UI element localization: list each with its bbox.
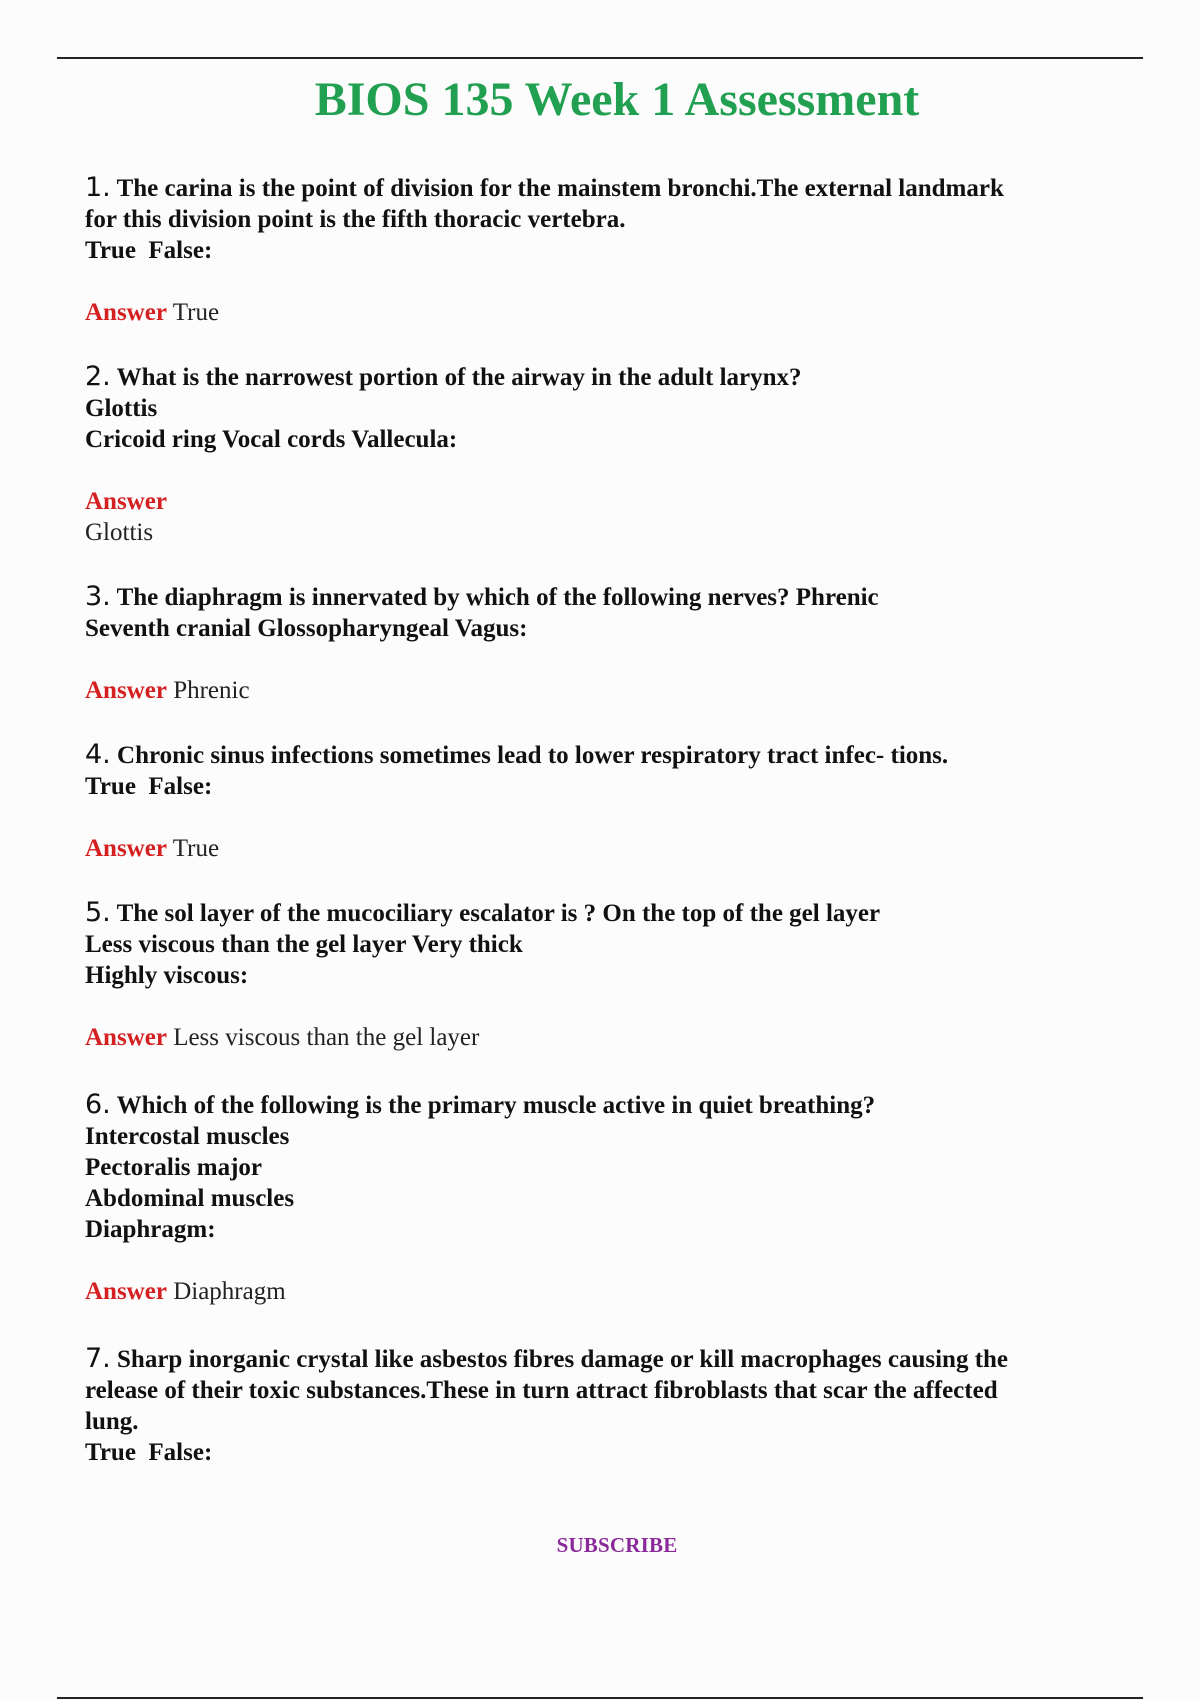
page-title: BIOS 135 Week 1 Assessment: [314, 73, 920, 126]
question-line: release of their toxic substances.These in turn attract fibroblasts that scar the affected: [85, 1377, 998, 1404]
question-options: Diaphragm:: [85, 1216, 216, 1243]
question-options: Pectoralis major: [85, 1154, 263, 1181]
question-options: True False:: [85, 773, 213, 800]
question-line: lung.: [85, 1408, 139, 1435]
question-number: 3.: [85, 581, 111, 612]
question-1: [85, 172, 1135, 328]
question-line: Which of the following is the primary muscle active in quiet breathing?: [116, 1092, 876, 1119]
question-number: 5.: [85, 897, 111, 928]
answer-label: Answer: [85, 835, 167, 862]
question-text: [85, 581, 1135, 644]
question-line: What is the narrowest portion of the airway in the adult larynx?: [116, 364, 802, 391]
question-line: for this division point is the fifth thoracic vertebra.: [85, 206, 626, 233]
question-options: Less viscous than the gel layer Very thick: [85, 931, 523, 958]
question-text: [85, 1343, 1135, 1468]
question-number: 7.: [85, 1343, 111, 1374]
question-7: [85, 1343, 1135, 1468]
question-2: [85, 361, 1135, 548]
answer: [85, 297, 1135, 328]
question-line: The sol layer of the mucociliary escalator is ? On the top of the gel layer: [116, 900, 881, 927]
answer-text: Phrenic: [173, 677, 250, 704]
question-options: Abdominal muscles: [85, 1185, 295, 1212]
question-number: 4.: [85, 739, 111, 770]
question-options: True False:: [85, 1439, 213, 1466]
question-text: [85, 361, 1135, 455]
question-number: 6.: [85, 1089, 111, 1120]
answer: [85, 675, 1135, 706]
answer: [85, 1022, 1135, 1053]
question-5: [85, 897, 1135, 1053]
question-options: Cricoid ring Vocal cords Vallecula:: [85, 426, 458, 453]
answer-text: True: [172, 835, 220, 862]
answer: [85, 1276, 1135, 1307]
question-line: Chronic sinus infections sometimes lead to lower respiratory tract infec- tions.: [117, 742, 949, 769]
question-line: The carina is the point of division for the mainstem bronchi.The external landmark: [116, 175, 1004, 202]
question-options: Seventh cranial Glossopharyngeal Vagus:: [85, 615, 528, 642]
question-line: The diaphragm is innervated by which of the following nerves? Phrenic: [116, 584, 879, 611]
answer: [85, 486, 1135, 548]
top-rule: [57, 57, 1143, 59]
question-4: [85, 739, 1135, 864]
answer-text: Diaphragm: [173, 1278, 286, 1305]
question-options: Highly viscous:: [85, 962, 249, 989]
question-6: [85, 1089, 1135, 1307]
question-text: [85, 739, 1135, 802]
question-3: [85, 581, 1135, 706]
question-text: [85, 1089, 1135, 1245]
question-options: True False:: [85, 237, 213, 264]
bottom-rule: [57, 1697, 1143, 1699]
answer-text: Glottis: [85, 519, 154, 546]
answer-label: Answer: [85, 677, 167, 704]
question-options: Glottis: [85, 395, 158, 422]
question-list: [85, 172, 1135, 1501]
answer-label: Answer: [85, 488, 167, 515]
answer: [85, 833, 1135, 864]
answer-text: Less viscous than the gel layer: [173, 1024, 480, 1051]
answer-label: Answer: [85, 1024, 167, 1051]
question-options: Intercostal muscles: [85, 1123, 290, 1150]
subscribe-link[interactable]: SUBSCRIBE: [556, 1533, 678, 1557]
question-line: Sharp inorganic crystal like asbestos fibres damage or kill macrophages causing the: [117, 1346, 1009, 1373]
question-text: [85, 897, 1135, 991]
question-number: 1.: [85, 172, 111, 203]
answer-text: True: [172, 299, 220, 326]
answer-label: Answer: [85, 1278, 167, 1305]
question-number: 2.: [85, 361, 111, 392]
question-text: [85, 172, 1135, 266]
answer-label: Answer: [85, 299, 167, 326]
